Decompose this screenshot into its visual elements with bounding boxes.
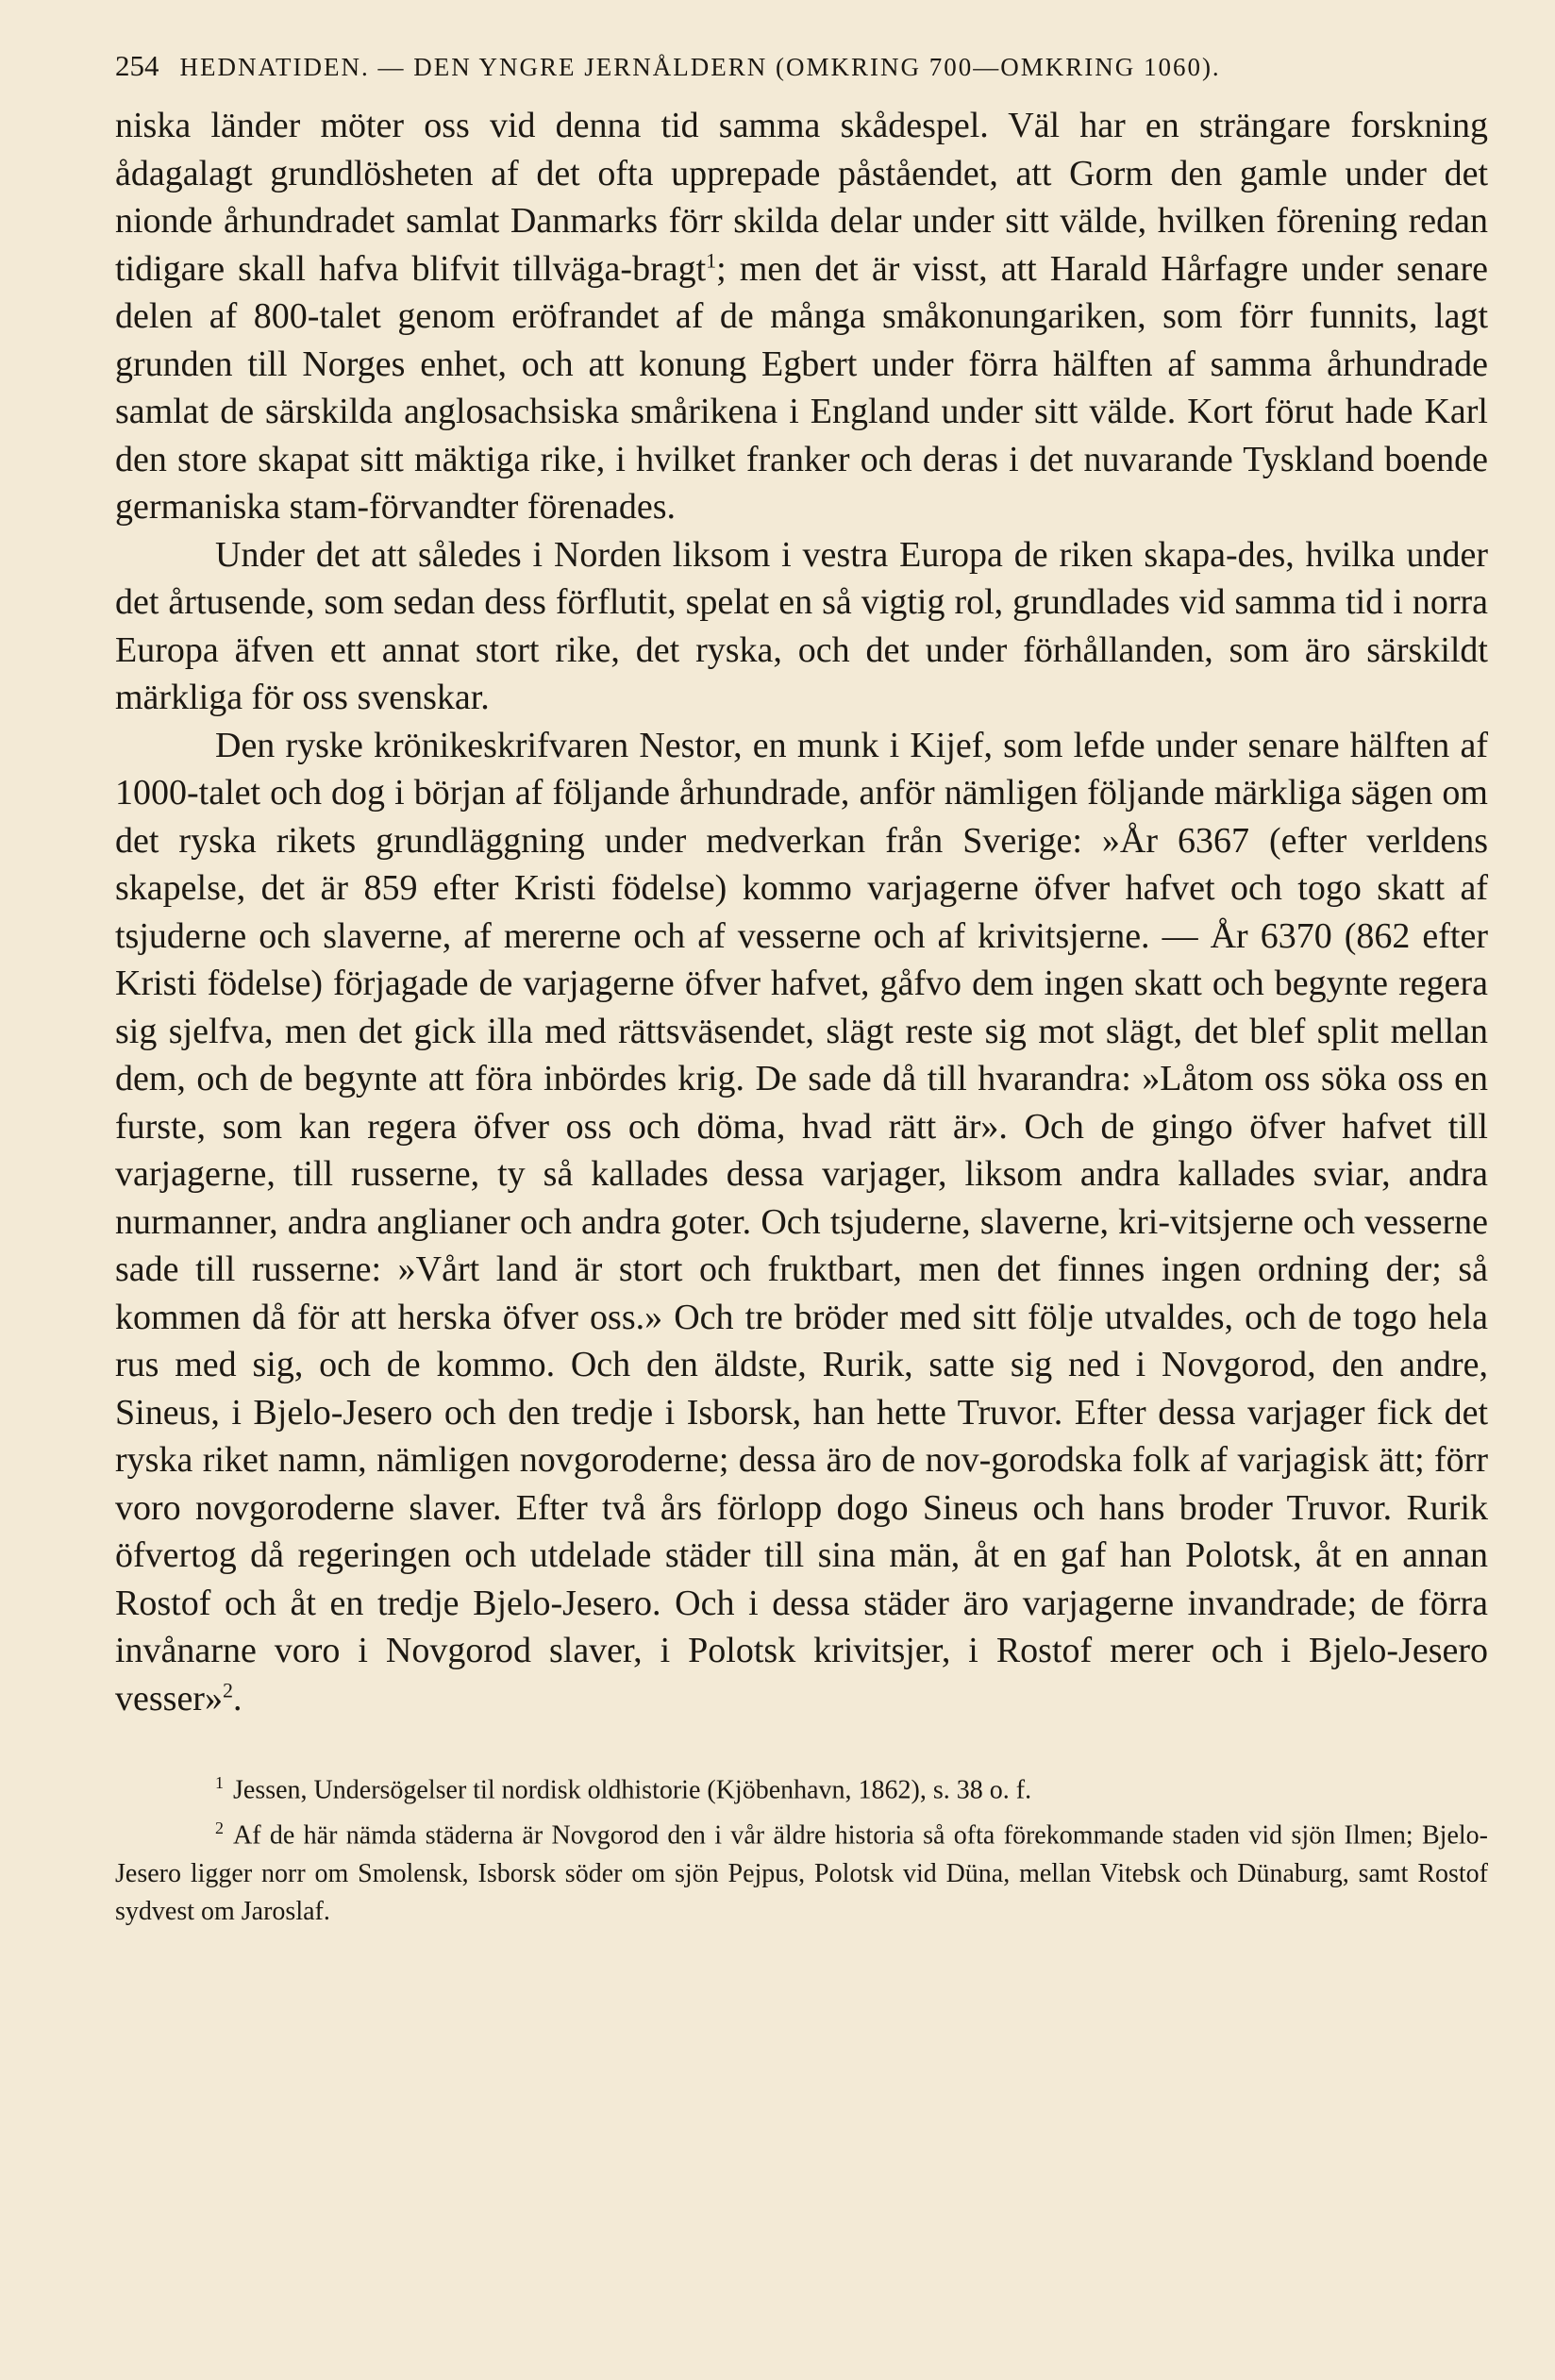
footnote: [115, 1809, 1488, 1930]
footnote-ref: 1: [706, 247, 717, 272]
page-number: 254: [115, 49, 159, 82]
paragraph: [115, 722, 1488, 1723]
paragraph: [115, 102, 1488, 531]
book-page: [115, 49, 1488, 1931]
running-header: [115, 49, 1488, 83]
running-title: HEDNATIDEN. — DEN YNGRE JERNÅLDERN (OMKRING 700—OMKRING 1060).: [179, 53, 1221, 81]
paragraph-text: Under det att således i Norden liksom i vestra Europa de riken skapa-des, hvilka under det årtusende, som sedan dess förflutit, spelat en så vigtig rol, grundlades vid samma tid i norra Europa äfven ett annat stort rike, det ryska, och det under förhållanden, som äro särskildt märkliga för oss svenskar.: [115, 534, 1488, 717]
footnote-mark: 1: [215, 1773, 224, 1792]
footnote-text: Jessen, Undersögelser til nordisk oldhistorie (Kjöbenhavn, 1862), s. 38 o. f.: [233, 1775, 1032, 1805]
footnote-ref: 2: [222, 1677, 233, 1701]
paragraph-text: Den ryske krönikeskrifvaren Nestor, en munk i Kijef, som lefde under senare hälften af 1000-talet och dog i början af följande århundrade, anför nämligen följande märkliga sägen om det ryska rikets grundläggning under medverkan från Sverige: »År 6367 (efter verldens skapelse, det är 859 efter Kristi födelse) kommo varjagerne öfver hafvet och togo skatt af tsjuderne och slaverne, af mererne och af vesserne och af krivitsjerne. — År 6370 (862 efter Kristi födelse) förjagade de varjagerne öfver hafvet, gåfvo dem ingen skatt och begynte regera sig sjelfva, men det gick illa med rättsväsendet, slägt reste sig mot slägt, det blef split mellan dem, och de begynte att föra inbördes krig. De sade då till hvarandra: »Låtom oss söka oss en furste, som kan regera öfver oss och döma, hvad rätt är». Och de gingo öfver hafvet till varjagerne, till russerne, ty så kallades dessa varjager, liksom andra kallades sviar, andra nurmanner, andra anglianer och andra goter. Och tsjuderne, slaverne, kri-vitsjerne och vesserne sade till russerne: »Vårt land är stort och fruktbart, men det finnes ingen ordning der; så kommen då för att herska öfver oss.» Och tre bröder med sitt följe utvaldes, och de togo hela rus med sig, och de kommo. Och den äldste, Rurik, satte sig ned i Novgorod, den andre, Sineus, i Bjelo-Jesero och den tredje i Isborsk, han hette Truvor. Efter dessa varjager fick det ryska riket namn, nämligen novgoroderne; dessa äro de nov-gorodska folk af varjagisk ätt; förr voro novgoroderne slaver. Efter två års förlopp dogo Sineus och hans broder Truvor. Rurik öfvertog då regeringen och utdelade städer till sina män, åt en gaf han Polotsk, åt en annan Rostof och åt en tredje Bjelo-Jesero. Och i dessa städer äro varjagerne invandrade; de förra invånarne voro i Novgorod slaver, i Polotsk krivitsjer, i Rostof merer och i Bjelo-Jesero vesser»: [115, 725, 1488, 1718]
footnote: [115, 1764, 1488, 1809]
paragraph-text-continued: .: [232, 1678, 242, 1718]
body-text: [115, 102, 1488, 1722]
footnote-mark: 2: [215, 1819, 224, 1838]
paragraph: [115, 531, 1488, 722]
footnote-text: Af de här nämda städerna är Novgorod den i vår äldre historia så ofta förekommande staden vid sjön Ilmen; Bjelo-Jesero ligger norr om Smolensk, Isborsk söder om sjön Pejpus, Polotsk vid Düna, mellan Vitebsk och Dünaburg, samt Rostof sydvest om Jaroslaf.: [115, 1820, 1488, 1926]
footnotes: [115, 1764, 1488, 1931]
paragraph-text-continued: ; men det är visst, att Harald Hårfagre under senare delen af 800-talet genom eröfrandet af de många småkonungariken, som förr funnits, lagt grunden till Norges enhet, och att konung Egbert under förra hälften af samma århundrade samlat de särskilda anglosachsiska smårikena i England under sitt välde. Kort förut hade Karl den store skapat sitt mäktiga rike, i hvilket franker och deras i det nuvarande Tyskland boende germaniska stam-förvandter förenades.: [115, 248, 1488, 527]
paragraph-text: niska länder möter oss vid denna tid samma skådespel. Väl har en strängare forskning ådagalagt grundlösheten af det ofta upprepade påståendet, att Gorm den gamle under det nionde århundradet samlat Danmarks förr skilda delar under sitt välde, hvilken förening redan tidigare skall hafva blifvit tillväga-bragt: [115, 106, 1488, 289]
